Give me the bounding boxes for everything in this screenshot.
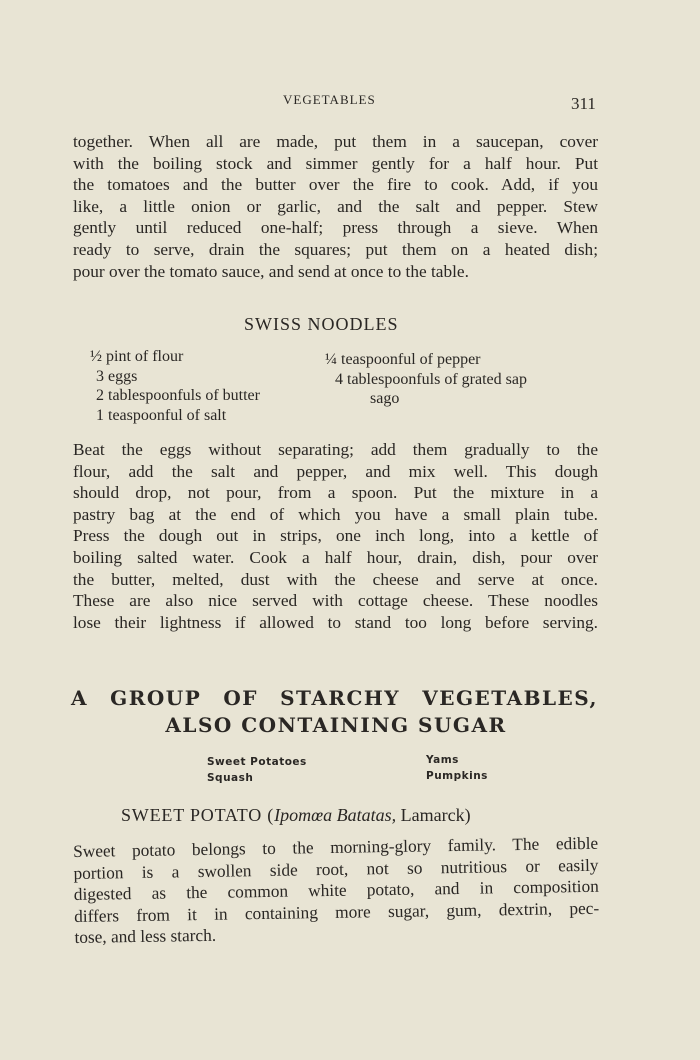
text-line: Press the dough out in strips, one inch long, into a kettle of bbox=[73, 526, 598, 546]
text-line: together. When all are made, put them in a saucepan, cover bbox=[73, 132, 598, 151]
running-title: VEGETABLES bbox=[283, 92, 376, 107]
section-title-line2: ALSO CONTAINING SUGAR bbox=[165, 713, 507, 737]
ingredient: 1 teaspoonful of salt bbox=[96, 406, 227, 424]
list-item: Yams bbox=[426, 754, 459, 766]
text-line: gently until reduced one-half; press through a sieve. When bbox=[73, 218, 598, 238]
sweet-potato-body bbox=[73, 833, 600, 949]
latin-name: Ipomœa Batatas, bbox=[274, 805, 397, 825]
text-line: flour, add the salt and pepper, and mix well. This dough bbox=[73, 461, 598, 481]
vegetable-list-right bbox=[426, 752, 488, 784]
ingredient: 2 tablespoonfuls of butter bbox=[96, 387, 260, 404]
text-line: should drop, not pour, from a spoon. Put the mixture in a bbox=[73, 483, 598, 503]
vegetable-list-left bbox=[207, 754, 307, 786]
text-line: tose, and less starch. bbox=[74, 926, 217, 948]
ingredient: 4 tablespoonfuls of grated sap bbox=[335, 370, 527, 388]
text-line: the tomatoes and the butter over the fire to cook. Add, if you bbox=[73, 175, 598, 195]
ingredient: ¼ teaspoonful of pepper bbox=[325, 351, 481, 368]
ingredient: ½ pint of flour bbox=[90, 348, 184, 365]
text-line: These are also nice served with cottage cheese. These noodles bbox=[73, 591, 598, 611]
text-line: portion is a swollen side root, not so nutritious or easily bbox=[73, 855, 599, 883]
text-line: like, a little onion or garlic, and the salt and pepper. Stew bbox=[73, 196, 598, 216]
list-item: Pumpkins bbox=[426, 770, 488, 782]
text-line: differs from it in containing more sugar, gum, dextrin, pec- bbox=[74, 898, 600, 926]
section-title-line1: A GROUP OF STARCHY VEGETABLES, bbox=[71, 686, 598, 710]
recipe-body bbox=[73, 439, 598, 633]
text-line: lose their lightness if allowed to stand too long before serving. bbox=[73, 612, 598, 632]
list-item: Sweet Potatoes bbox=[207, 756, 307, 768]
text-line: with the boiling stock and simmer gently for a half hour. Put bbox=[73, 153, 598, 173]
text-line: pastry bag at the end of which you have a small plain tube. bbox=[73, 504, 598, 524]
text-line: the butter, melted, dust with the cheese and serve at once. bbox=[73, 569, 598, 589]
ingredients-left bbox=[90, 347, 260, 425]
ingredients-right bbox=[325, 350, 527, 409]
ingredient: 3 eggs bbox=[96, 367, 138, 385]
text-line: pour over the tomato sauce, and send at once to the table. bbox=[73, 261, 469, 281]
recipe-title: SWISS NOODLES bbox=[244, 314, 399, 334]
author: Lamarck) bbox=[396, 805, 471, 825]
subsection-title-text: SWEET POTATO ( bbox=[121, 805, 275, 825]
text-line: Beat the eggs without separating; add them gradually to the bbox=[73, 440, 598, 459]
text-line: digested as the common white potato, and in composition bbox=[73, 876, 599, 905]
ingredient: sago bbox=[370, 390, 400, 407]
page-number: 311 bbox=[571, 94, 596, 113]
text-line: boiling salted water. Cook a half hour, drain, dish, pour over bbox=[73, 547, 598, 567]
subsection-title bbox=[121, 805, 471, 826]
paragraph-continued bbox=[73, 131, 598, 282]
text-line: Sweet potato belongs to the morning-glory family. The edible bbox=[73, 833, 599, 861]
text-line: ready to serve, drain the squares; put them on a heated dish; bbox=[73, 239, 598, 259]
list-item: Squash bbox=[207, 772, 254, 784]
